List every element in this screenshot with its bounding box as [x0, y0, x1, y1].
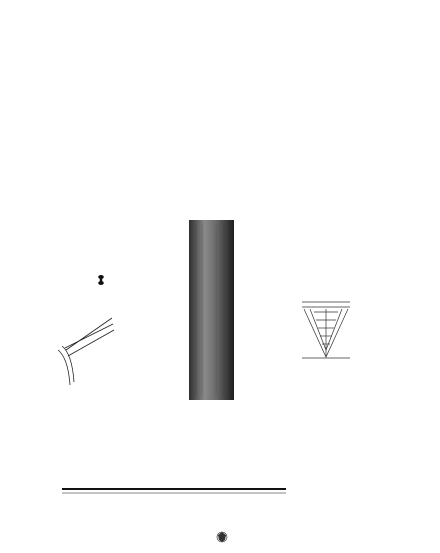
column-shaft [189, 220, 234, 400]
fig3-drawing [58, 318, 114, 385]
eagle-emblem [217, 532, 227, 542]
fig4-drawing [302, 302, 350, 358]
fig2-snowflake [98, 275, 104, 285]
scale-bar [62, 489, 286, 493]
